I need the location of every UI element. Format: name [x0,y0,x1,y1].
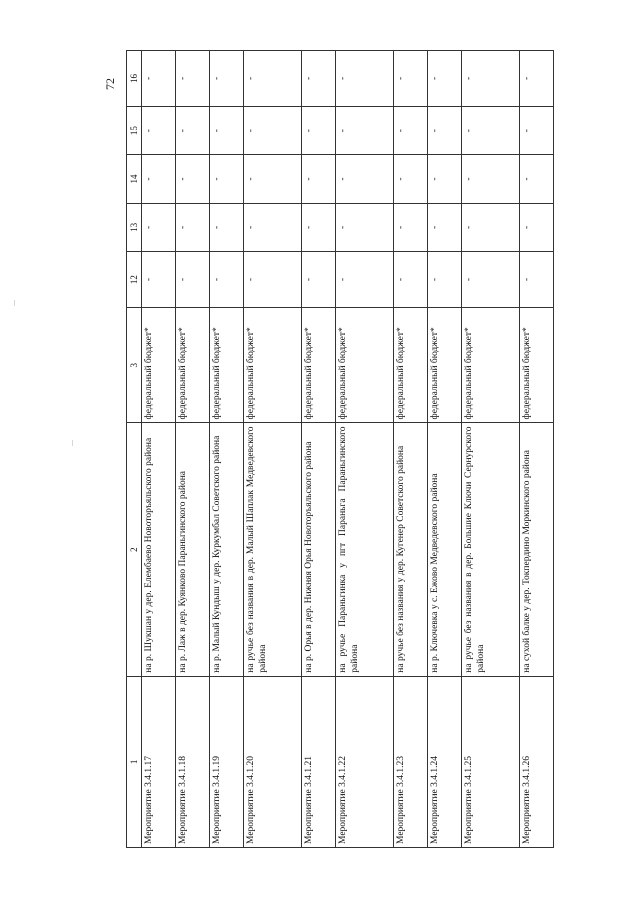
table-row [210,51,244,848]
col-14-cell: - [336,155,394,203]
col-15-cell: - [302,106,336,154]
measure-id-cell: Мероприятие 3.4.1.23 [393,676,427,847]
description-cell: на р. Малый Кундыш у дер. Куркумбал Советского района [210,423,244,676]
col-12-cell: - [336,252,394,308]
col-16-cell: - [210,51,244,107]
col-16-cell: - [244,51,302,107]
measure-id-cell: Мероприятие 3.4.1.24 [428,676,462,847]
col-13-cell: - [336,203,394,251]
col-13-cell: - [393,203,427,251]
col-12-cell: - [393,252,427,308]
table-row [142,51,176,848]
col-14-cell: - [393,155,427,203]
col-12-cell: - [244,252,302,308]
col-16-cell: - [462,51,520,107]
description-cell: на ручье Параньгинка у пгт Параньга Параньгинского района [336,423,394,676]
col-13-cell: - [519,203,553,251]
measure-id-cell: Мероприятие 3.4.1.21 [302,676,336,847]
header-row [127,51,142,848]
rotated-table-container [126,50,554,848]
measure-id-cell: Мероприятие 3.4.1.19 [210,676,244,847]
measure-id-cell: Мероприятие 3.4.1.26 [519,676,553,847]
header-col-13: 13 [127,203,142,251]
col-14-cell: - [210,155,244,203]
col-14-cell: - [428,155,462,203]
col-15-cell: - [462,106,520,154]
col-14-cell: - [176,155,210,203]
col-16-cell: - [176,51,210,107]
description-cell: на сухой балке у дер. Токпердино Моркинского района [519,423,553,676]
header-col-15: 15 [127,106,142,154]
header-col-12: 12 [127,252,142,308]
funding-source-cell: федеральный бюджет* [176,307,210,422]
measure-id-cell: Мероприятие 3.4.1.20 [244,676,302,847]
funding-source-cell: федеральный бюджет* [393,307,427,422]
header-col-1: 1 [127,676,142,847]
table-body [142,51,554,848]
description-cell: на р. Орья в дер. Нижняя Орья Новоторъяльского района [302,423,336,676]
table-row [336,51,394,848]
table-row [244,51,302,848]
col-13-cell: - [428,203,462,251]
col-12-cell: - [462,252,520,308]
col-15-cell: - [142,106,176,154]
col-14-cell: - [142,155,176,203]
description-cell: на р. Лаж в дер. Куянково Параньгинского района [176,423,210,676]
funding-source-cell: федеральный бюджет* [210,307,244,422]
col-15-cell: - [244,106,302,154]
funding-source-cell: федеральный бюджет* [519,307,553,422]
col-12-cell: - [519,252,553,308]
funding-source-cell: федеральный бюджет* [302,307,336,422]
col-15-cell: - [393,106,427,154]
col-12-cell: - [428,252,462,308]
funding-source-cell: федеральный бюджет* [336,307,394,422]
col-15-cell: - [210,106,244,154]
header-col-2: 2 [127,423,142,676]
measure-id-cell: Мероприятие 3.4.1.25 [462,676,520,847]
table-row [302,51,336,848]
header-col-16: 16 [127,51,142,107]
col-15-cell: - [519,106,553,154]
scan-artifact [72,440,73,446]
description-cell: на р. Шукшан у дер. Елембаево Новоторъяльского района [142,423,176,676]
col-14-cell: - [462,155,520,203]
col-13-cell: - [462,203,520,251]
header-col-3: 3 [127,307,142,422]
funding-source-cell: федеральный бюджет* [462,307,520,422]
col-16-cell: - [428,51,462,107]
col-14-cell: - [244,155,302,203]
col-15-cell: - [428,106,462,154]
funding-source-cell: федеральный бюджет* [428,307,462,422]
table-row [519,51,553,848]
col-12-cell: - [210,252,244,308]
col-16-cell: - [302,51,336,107]
col-12-cell: - [176,252,210,308]
col-12-cell: - [302,252,336,308]
col-14-cell: - [302,155,336,203]
header-col-14: 14 [127,155,142,203]
col-13-cell: - [210,203,244,251]
table-row [176,51,210,848]
col-13-cell: - [142,203,176,251]
page-number: 72 [103,78,117,90]
table-row [393,51,427,848]
col-14-cell: - [519,155,553,203]
col-16-cell: - [336,51,394,107]
table-row [462,51,520,848]
col-13-cell: - [176,203,210,251]
description-cell: на ручье без названия у дер. Кугенер Советского района [393,423,427,676]
col-16-cell: - [142,51,176,107]
col-16-cell: - [393,51,427,107]
measure-id-cell: Мероприятие 3.4.1.22 [336,676,394,847]
description-cell: на р. Ключевка у с. Ежово Медведевского района [428,423,462,676]
scan-artifact [14,300,15,306]
funding-source-cell: федеральный бюджет* [244,307,302,422]
measure-id-cell: Мероприятие 3.4.1.18 [176,676,210,847]
measure-id-cell: Мероприятие 3.4.1.17 [142,676,176,847]
col-13-cell: - [244,203,302,251]
funding-source-cell: федеральный бюджет* [142,307,176,422]
measures-table [126,50,554,848]
description-cell: на ручье без названия в дер. Малый Шаплак Медведевского района [244,423,302,676]
col-15-cell: - [336,106,394,154]
col-15-cell: - [176,106,210,154]
description-cell: на ручье без названия в дер. Большие Ключи Сернурского района [462,423,520,676]
col-16-cell: - [519,51,553,107]
col-12-cell: - [142,252,176,308]
col-13-cell: - [302,203,336,251]
table-row [428,51,462,848]
